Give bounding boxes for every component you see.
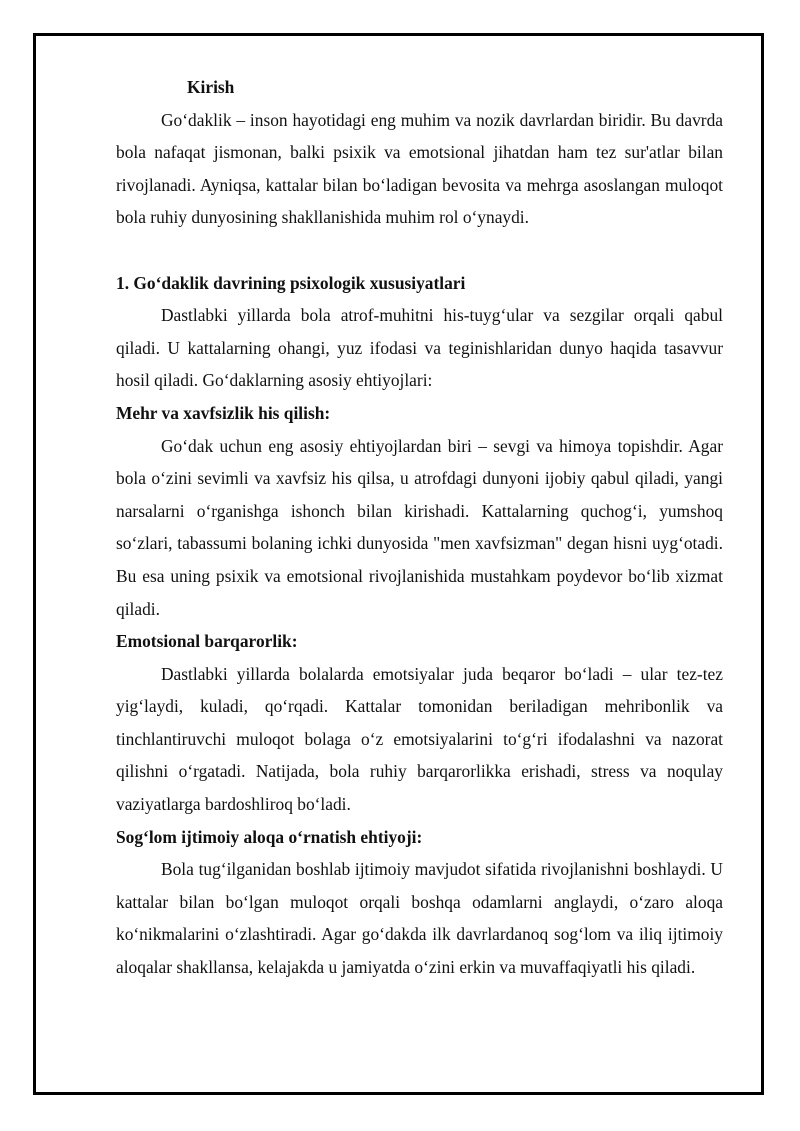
section-paragraph: Dastlabki yillarda bola atrof-muhitni his-tuyg‘ular va sezgilar orqali qabul qiladi. U kattalarning ohangi, yuz ifodasi va teginishlaridan dunyo haqida tasavvur hosil qiladi. Go‘daklarning asosiy ehtiyojlari:: [116, 305, 723, 391]
subsection-heading-emotsional: Emotsional barqarorlik:: [116, 631, 298, 652]
spacer: [116, 234, 723, 267]
subsection-heading-ijtimoiy: Sog‘lom ijtimoiy aloqa o‘rnatish ehtiyoji:: [116, 826, 423, 847]
intro-paragraph: Go‘daklik – inson hayotidagi eng muhim va nozik davrlardan biridir. Bu davrda bola nafaqat jismonan, balki psixik va emotsional jihatdan ham tez sur'atlar bilan rivojlanadi. Ayniqsa, kattalar bilan bo‘ladigan bevosita va mehrga asoslangan muloqot bola ruhiy dunyosining shakllanishida muhim rol o‘ynaydi.: [116, 109, 723, 228]
subsection-paragraph-emotsional: Dastlabki yillarda bolalarda emotsiyalar juda beqaror bo‘ladi – ular tez-tez yig‘laydi, kuladi, qo‘rqadi. Kattalar tomonidan beriladigan mehribonlik va tinchlantiruvchi muloqot bolaga o‘z emotsiyalarini to‘g‘ri ifodalashni va nazorat qilishni o‘rgatadi. Natijada, bola ruhiy barqarorlikka erishadi, stress va noqulay vaziyatlarga bardoshliroq bo‘ladi.: [116, 663, 723, 815]
subsection-heading-mehr: Mehr va xavfsizlik his qilish:: [116, 402, 331, 423]
document-body: [116, 71, 723, 984]
subsection-paragraph-mehr: Go‘dak uchun eng asosiy ehtiyojlardan biri – sevgi va himoya topishdir. Agar bola o‘zini sevimli va xavfsiz his qilsa, u atrofdagi dunyoni ijobiy qabul qiladi, yangi narsalarni o‘rganishga ishonch bilan kirishadi. Kattalarning quchog‘i, yumshoq so‘zlari, tabassumi bolaning ichki dunyosida "men xavfsizman" degan hisni uyg‘otadi. Bu esa uning psixik va emotsional rivojlanishida mustahkam poydevor bo‘lib xizmat qiladi.: [116, 435, 723, 619]
intro-title: Kirish: [187, 77, 235, 97]
section-heading: 1. Go‘daklik davrining psixologik xususiyatlari: [116, 272, 466, 293]
subsection-paragraph-ijtimoiy: Bola tug‘ilganidan boshlab ijtimoiy mavjudot sifatida rivojlanishni boshlaydi. U kattalar bilan bo‘lgan muloqot orqali boshqa odamlarni anglaydi, o‘zaro aloqa ko‘nikmalarini o‘zlashtiradi. Agar go‘dakda ilk davrlardanoq sog‘lom va iliq ijtimoiy aloqalar shakllansa, kelajakda u jamiyatda o‘zini erkin va muvaffaqiyatli his qiladi.: [116, 859, 723, 978]
